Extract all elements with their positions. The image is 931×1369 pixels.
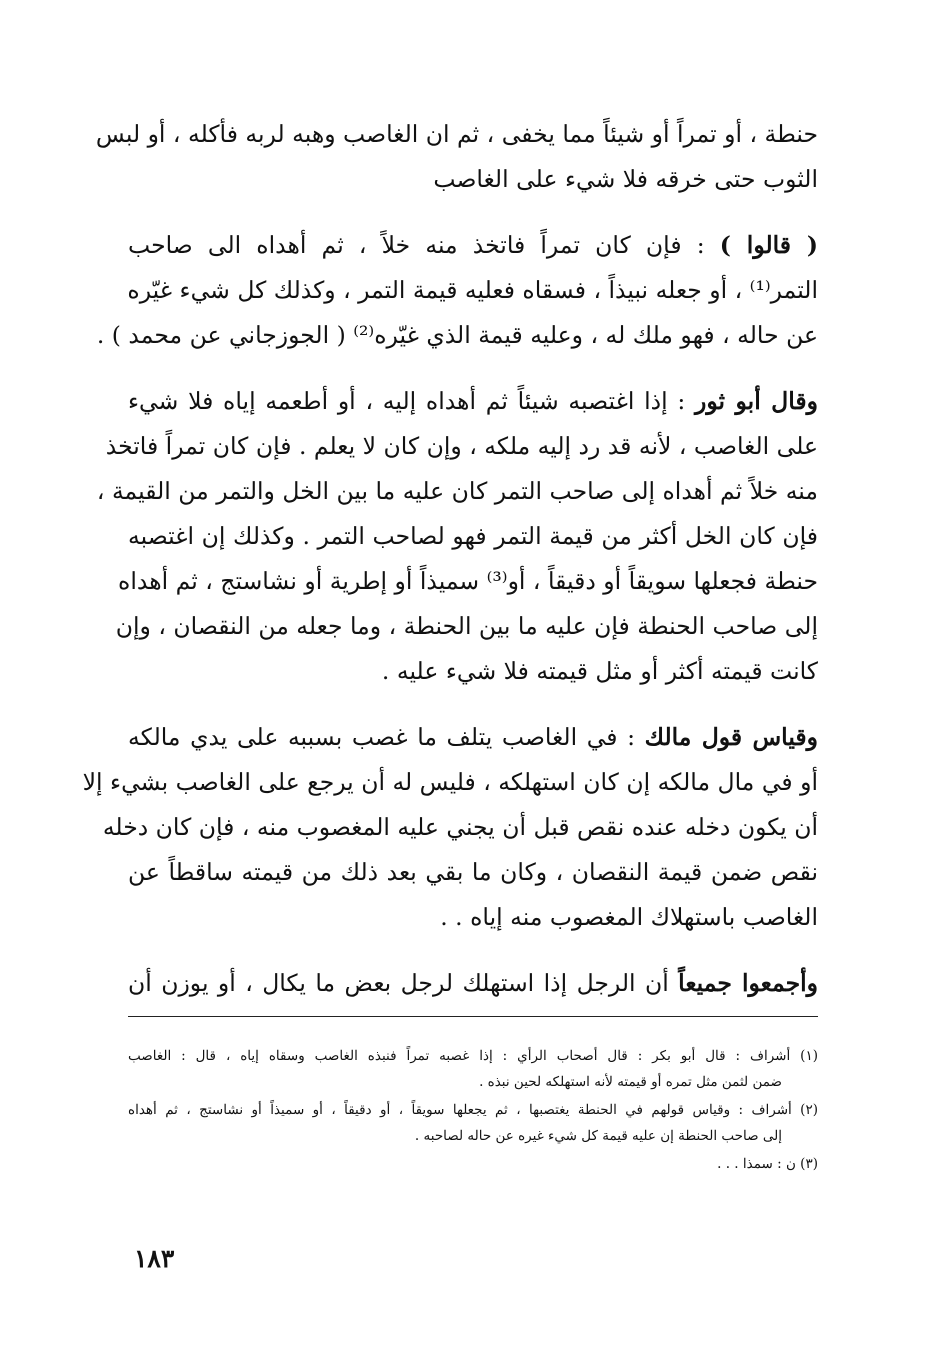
paragraph-lead: وقياس قول مالك [644, 723, 818, 751]
text-line [128, 715, 818, 760]
main-text [82, 112, 819, 1027]
text-line: حنطة فجعلها سويقاً أو دقيقاً ، أو⁽³⁾ سميذاً أو إطرية أو نشاستج ، ثم أهداه [118, 567, 818, 595]
footnote-separator [128, 1016, 818, 1017]
text-line: إلى صاحب الحنطة فإن عليه ما بين الحنطة ، وما جعله من النقصان ، وإن [115, 612, 818, 640]
text-run: : فإن كان تمراً فاتخذ منه خلاً ، ثم أهداه الى صاحب [128, 231, 720, 259]
text-line [128, 223, 818, 268]
text-line: فإن كان الخل أكثر من قيمة التمر فهو لصاحب التمر . وكذلك إن اغتصبه [128, 522, 818, 550]
text-line: أن يكون دخله عنده نقص قبل أن يجني عليه المغصوب منه ، فإن كان دخله [102, 813, 818, 841]
footnote-line: (١) أشراف : قال أبو بكر : قال أصحاب الرأي : إذا غصبه تمراً فنبذه الغاصب وسقاه إياه ، قال : الغاصب [128, 1048, 818, 1064]
text-line: التمر⁽¹⁾ ، أو جعله نبيذاً ، فسقاه فعليه قيمة التمر ، وكذلك كل شيء غيّره [127, 276, 818, 304]
footnote-line: ضمن لثمن مثل تمره أو قيمته لأنه استهلكه لحين نبذه . [479, 1074, 782, 1090]
footnote-line: إلى صاحب الحنطة إن عليه قيمة كل شيء غيره عن حاله لصاحبه . [414, 1128, 782, 1144]
paragraph-3 [96, 379, 819, 694]
paragraph-2 [96, 223, 818, 358]
text-line: أو في مال مالكه إن كان استهلكه ، فليس له أن يرجع على الغاصب بشيء إلا [82, 768, 818, 796]
paragraph-5 [128, 961, 818, 1006]
page-number: ١٨٣ [134, 1244, 175, 1273]
text-line: على الغاصب ، لأنه قد رد إليه ملكه ، وإن كان لا يعلم . فإن كان تمراً فاتخذ [105, 432, 818, 460]
text-line: حنطة ، أو تمراً أو شيئاً مما يخفى ، ثم ان الغاصب وهبه لربه فأكله ، أو لبس [95, 120, 818, 148]
footnote-2 [128, 1097, 818, 1149]
footnote-line: (٣) ن : سمذا . . . [717, 1156, 818, 1172]
text-line: نقص ضمن قيمة النقصان ، وكان ما بقي بعد ذلك من قيمته ساقطاً عن [128, 858, 818, 886]
text-run: : في الغاصب يتلف ما غصب بسببه على يدي مالكه [128, 723, 645, 751]
footnote-line: (٢) أشراف : وقياس قولهم في الحنطة يغتصبها ، ثم يجعلها سويقاً ، أو دقيقاً ، أو سميذاً أو نشاستج ، ثم أهداه [128, 1102, 818, 1118]
paragraph-lead: وأجمعوا جميعاً [678, 969, 818, 997]
text-line: عن حاله ، فهو ملك له ، وعليه قيمة الذي غيّره⁽²⁾ ( الجوزجاني عن محمد ) . [96, 321, 818, 349]
footnote-3 [128, 1151, 818, 1177]
text-line [128, 961, 818, 1006]
paragraph-lead: وقال أبو ثور [695, 387, 819, 415]
text-line: كانت قيمته أكثر أو مثل قيمته فلا شيء عليه . [381, 657, 818, 685]
footnote-1 [128, 1043, 818, 1095]
text-line: الثوب حتى خرقه فلا شيء على الغاصب [433, 165, 818, 193]
text-line [128, 379, 818, 424]
paragraph-4 [82, 715, 818, 940]
paragraph-lead: ( قالوا ) [719, 231, 818, 259]
text-run: أن الرجل إذا استهلك لرجل بعض ما يكال ، أو يوزن أن [128, 969, 679, 997]
paragraph-1 [95, 112, 818, 202]
text-run: : إذا اغتصبه شيئاً ثم أهداه إليه ، أو أطعمه إياه فلا شيء [128, 387, 696, 415]
text-line: الغاصب باستهلاك المغصوب منه إياه . . [440, 903, 818, 931]
text-line: منه خلاً ثم أهداه إلى صاحب التمر كان عليه ما بين الخل والتمر من القيمة ، [96, 477, 818, 505]
footnotes [128, 1043, 818, 1179]
